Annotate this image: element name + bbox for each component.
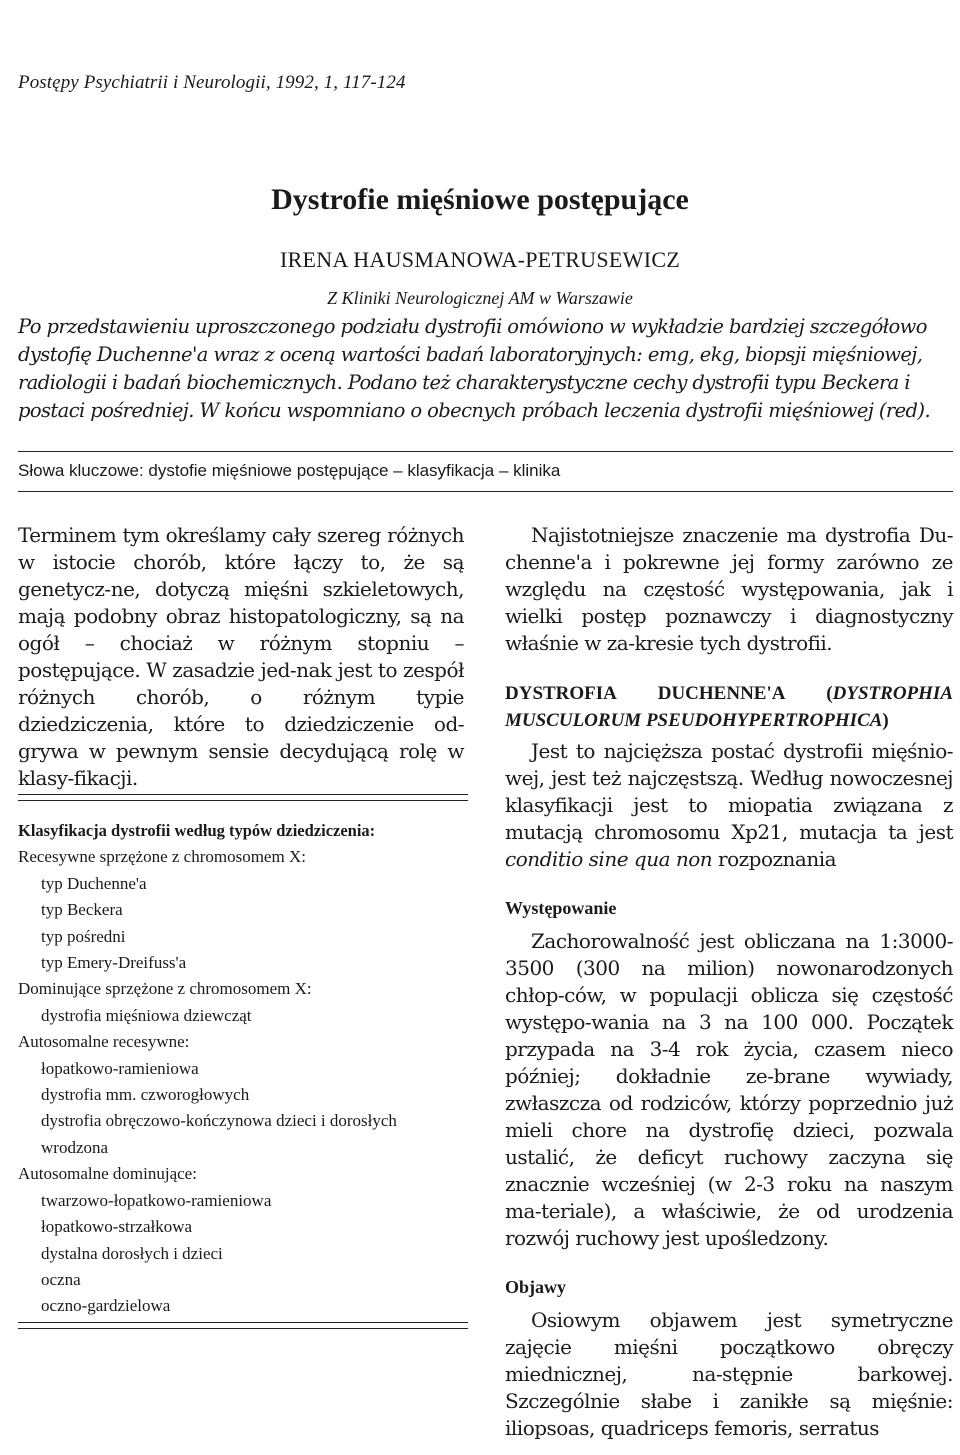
classification-item: typ pośredni [41, 926, 126, 946]
classification-item: dystrofia mięśniowa dziewcząt [41, 1005, 252, 1025]
duchenne-text-end: rozpoznania [712, 847, 837, 871]
classification-item: typ Emery-Dreifuss'a [41, 953, 187, 973]
classification-groups [18, 844, 468, 1319]
left-column [18, 522, 464, 792]
classification-box [18, 818, 468, 1320]
keywords-line: Słowa kluczowe: dystofie mięśniowe postępujące – klasyfikacja – klinika [18, 461, 561, 480]
classification-item: dystrofia obręczowo-kończynowa dzieci i dorosłych [41, 1111, 397, 1131]
symptoms-heading: Objawy [505, 1277, 567, 1297]
occurrence-heading: Występowanie [505, 898, 617, 918]
classification-item: wrodzona [41, 1137, 109, 1157]
duchenne-paragraph [505, 738, 953, 873]
classification-group-label: Autosomalne recesywne: [18, 1032, 190, 1052]
classification-item: oczna [41, 1269, 81, 1289]
classification-group-label: Recesywne sprzężone z chromosomem X: [18, 847, 306, 867]
article-author: IRENA HAUSMANOWA-PETRUSEWICZ [279, 247, 681, 272]
journal-citation: Postępy Psychiatrii i Neurologii, 1992, 1, 117-124 [18, 72, 406, 93]
duchenne-text-start: Jest to najcięższa postać dystrofii mięśnio-wej, jest też najczęstszą. Według nowoczesnej klasyfikacji jest to miopatia związana z mutacją chromosomu Xp21, mutacja ta jest [505, 739, 953, 844]
occurrence-paragraph: Zachorowalność jest obliczana na 1:3000-3500 (300 na milion) nowonarodzonych chłop-ców, w populacji oblicza się częstość występo-wania na 3 na 100 000. Początek przypada na 3-4 rok życia, czasem nieco później; dokładnie ze-brane wywiady, zwłaszcza od rodziców, którzy poprzednio już mieli chore na dystrofię dzieci, pozwala ustalić, że deficyt ruchowy zaczyna się znacznie wcześniej (w 2-3 roku na naszym ma-teriale), a właściwie, że od urodzenia rozwój ruchowy jest upośledzony. [505, 929, 953, 1250]
box-top-rule-2 [18, 800, 468, 801]
classification-item: oczno-gardzielowa [41, 1296, 171, 1316]
article-abstract: Po przedstawieniu uproszczonego podziału dystrofii omówiono w wykładzie bardziej szczegółowo dystofię Duchenne'a wraz z oceną wartości badań laboratoryjnych: emg, ekg, biopsji mięśniowej, radiologii i badań biochemicznych. Podano też charakterystyczne cechy dystrofii typu Beckera i postaci pośredniej. W końcu wspomniano o obecnych próbach leczenia dystrofii mięśniowej (red). [18, 315, 931, 422]
section-heading-plain: DYSTROFIA DUCHENNE'A ( [505, 683, 833, 704]
box-bottom-rule-2 [18, 1328, 468, 1329]
right-column [505, 522, 953, 1442]
classification-item: typ Beckera [41, 900, 123, 920]
abstract-divider [18, 451, 953, 452]
keywords-divider [18, 491, 953, 492]
classification-item: dystalna dorosłych i dzieci [41, 1243, 223, 1263]
intro-paragraph: Terminem tym określamy cały szereg różnych w istocie chorób, które łączy to, że są genetycz-ne, dotyczą mięśni szkieletowych, mają podobny obraz histopatologiczny, są na ogół – chociaż w różnym stopniu – postępujące. W zasadzie jed-nak jest to zespół różnych chorób, o różnym typie dziedziczenia, które to dziedziczenie od-grywa w pewnym sensie decydującą rolę w klasy-fikacji. [18, 523, 464, 790]
classification-item: typ Duchenne'a [41, 873, 147, 893]
classification-heading: Klasyfikacja dystrofii według typów dziedziczenia: [18, 821, 376, 840]
classification-item: łopatkowo-ramieniowa [41, 1058, 199, 1078]
classification-item: twarzowo-łopatkowo-ramieniowa [41, 1190, 272, 1210]
duchenne-text-latin: conditio sine qua non [505, 847, 713, 871]
classification-group-label: Autosomalne dominujące: [18, 1164, 197, 1184]
section-heading-close: ) [882, 710, 889, 731]
duchenne-section-heading [505, 680, 953, 734]
article-affiliation: Z Kliniki Neurologicznej AM w Warszawie [327, 288, 633, 308]
box-bottom-rule-1 [18, 1322, 468, 1323]
section-heading-latin: DYSTROPHIA MUSCULORUM PSEUDOHYPERTROPHICA [505, 683, 953, 731]
classification-item: łopatkowo-strzałkowa [41, 1217, 193, 1237]
classification-item: dystrofia mm. czworogłowych [41, 1085, 250, 1105]
classification-group-label: Dominujące sprzężone z chromosomem X: [18, 979, 312, 999]
box-top-rule-1 [18, 794, 468, 795]
duchenne-intro-paragraph: Najistotniejsze znaczenie ma dystrofia Du-chenne'a i pokrewne jej formy zarówno ze względu na częstość występowania, jak i wielki postęp poznawczy i diagnostyczny właśnie w za-kresie tych dystrofii. [505, 523, 953, 655]
article-title: Dystrofie mięśniowe postępujące [271, 183, 689, 216]
symptoms-paragraph: Osiowym objawem jest symetryczne zajęcie mięśni początkowo obręczy miednicznej, na-stępnie barkowej. Szczególnie słabe i zanikłe są mięśnie: iliopsoas, quadriceps femoris, serratus [505, 1308, 953, 1440]
